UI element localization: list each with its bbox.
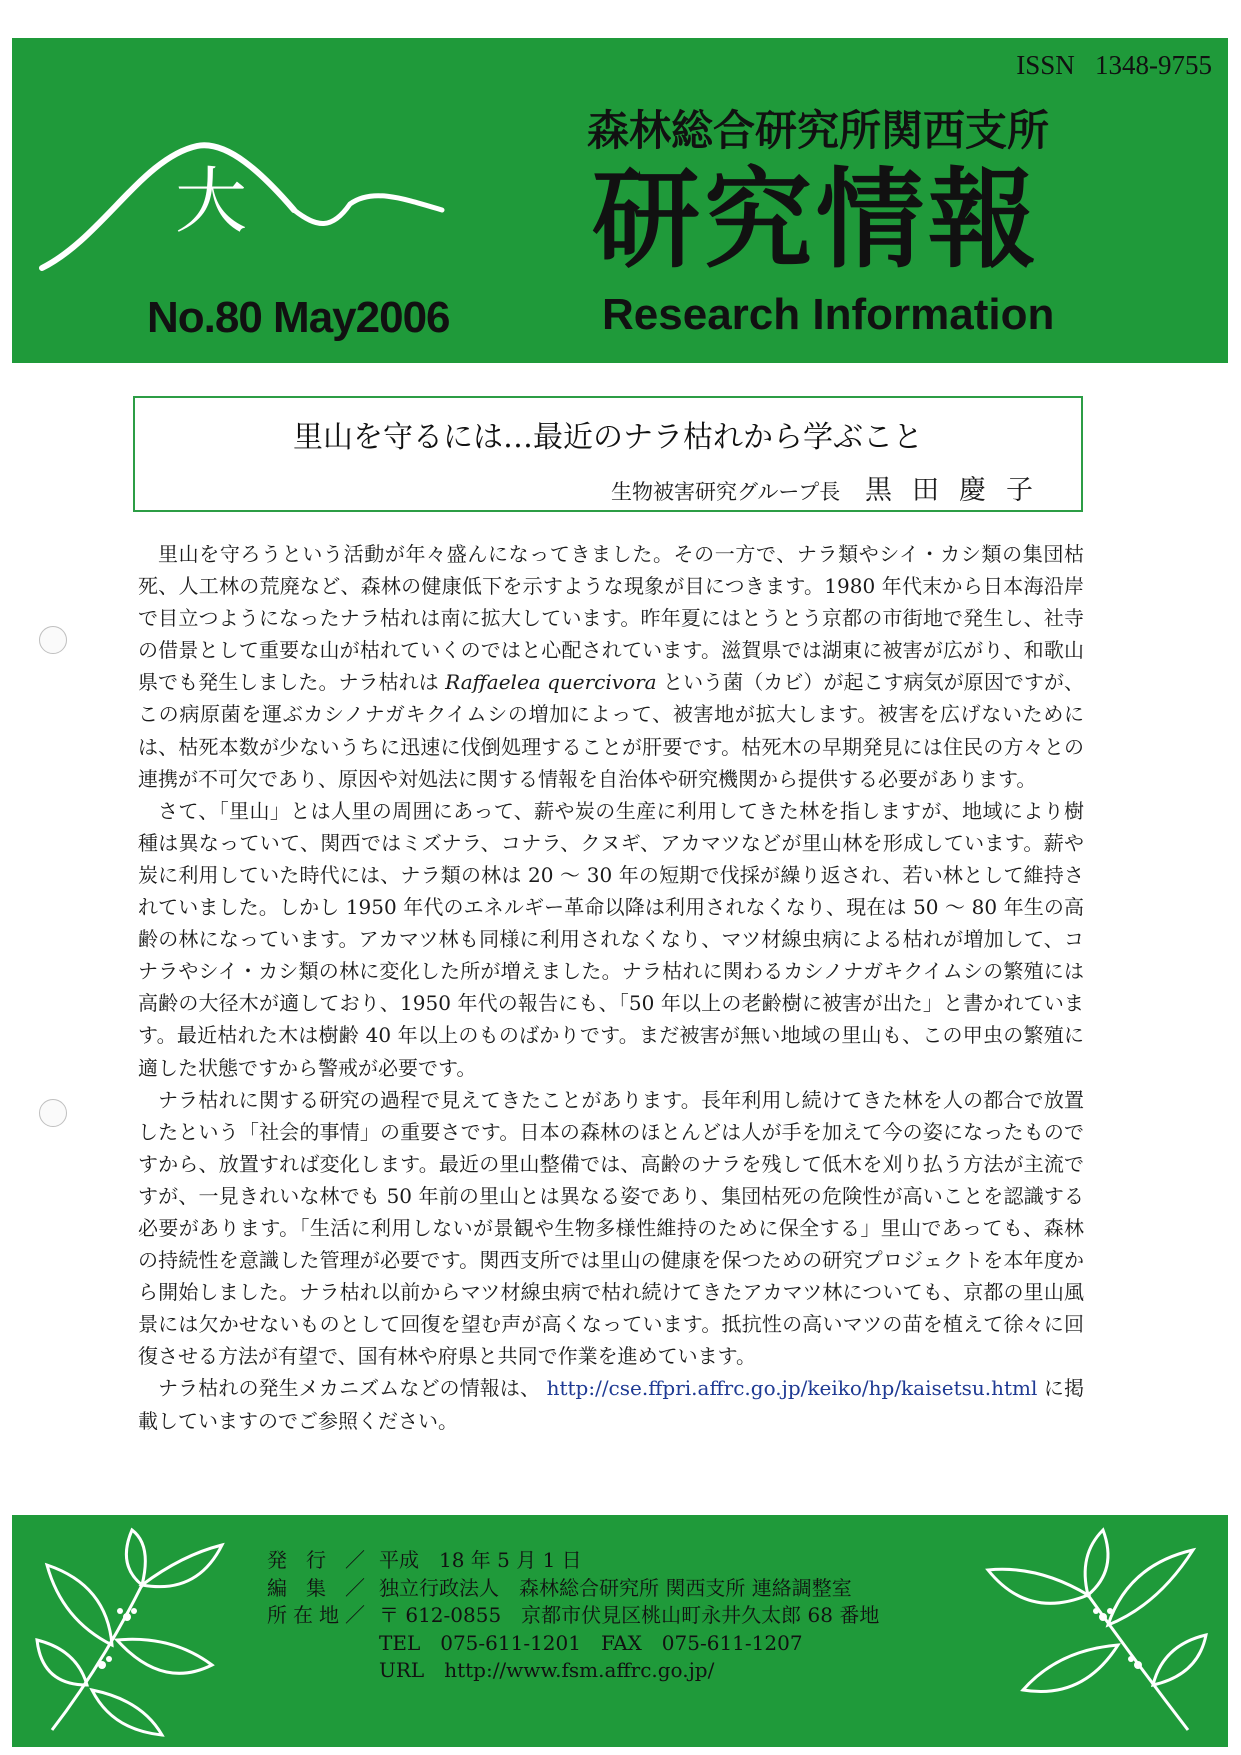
article-title-box <box>133 396 1083 512</box>
colophon-edited: 編集／独立行政法人 森林総合研究所 関西支所 連絡調整室 <box>267 1575 852 1600</box>
paragraph: ナラ枯れの発生メカニズムなどの情報は、 http://cse.ffpri.affrc.go.jp/keiko/hp/kaisetsu.html に掲載していますのでご参照ください。 <box>138 1376 1085 1433</box>
colophon-url: URL http://www.fsm.affrc.go.jp/ <box>379 1658 715 1682</box>
paragraph: 里山を守ろうという活動が年々盛んになってきました。その一方で、ナラ類やシイ・カシ類の集団枯死、人工林の荒廃など、森林の健康低下を示すような現象が目につきます。1980 年代末から日本海沿岸で目立つようになったナラ枯れは南に拡大しています。昨年夏にはとうとう京都の市街地で発生し、社寺の借景として重要な山が枯れていくのではと心配されています。滋賀県では湖東に被害が広がり、和歌山県でも発生しました。ナラ枯れは Raffaelea quercivora という菌（カビ）が起こす病気が原因ですが、この病原菌を運ぶカシノナガキクイムシの増加によって、被害地が拡大します。被害を広げないためには、枯死本数が少ないうちに迅速に伐倒処理することが肝要です。枯死木の早期発見には住民の方々との連携が不可欠であり、原因や対処法に関する情報を自治体や研究機関から提供する必要があります。 <box>138 542 1085 791</box>
article-title: 里山を守るには…最近のナラ枯れから学ぶこと <box>293 420 923 455</box>
paragraph: さて、「里山」とは人里の周囲にあって、薪や炭の生産に利用してきた林を指しますが、地域により樹種は異なっていて、関西ではミズナラ、コナラ、クヌギ、アカマツなどが里山林を形成しています。薪や炭に利用していた時代には、ナラ類の林は 20 ～ 30 年の短期で伐採が繰り返され、若い林として維持されていました。しかし 1950 年代のエネルギー革命以降は利用されなくなり、現在は 50 ～ 80 年生の高齢の林になっています。アカマツ林も同様に利用されなくなり、マツ材線虫病による枯れが増加して、コナラやシイ・カシ類の林に変化した所が増えました。ナラ枯れに関わるカシノナガキクイムシの繁殖には高齢の大径木が適しており、1950 年代の報告にも、「50 年以上の老齢樹に被害が出た」と書かれています。最近枯れた木は樹齢 40 年以上のものばかりです。まだ被害が無い地域の里山も、この甲虫の繁殖に適した状態ですから警戒が必要です。 <box>138 798 1084 1080</box>
leaf-illustration-icon <box>968 1525 1208 1740</box>
paragraph: ナラ枯れに関する研究の過程で見えてきたことがあります。長年利用し続けてきた林を人の都合で放置したという「社会的事情」の重要さです。日本の森林のほとんどは人が手を加えて今の姿になったものですから、放置すれば変化します。最近の里山整備では、高齢のナラを残して低木を刈り払う方法が主流ですが、一見きれいな林でも 50 年前の里山とは異なる姿であり、集団枯死の危険性が高いことを認識する必要があります。「生活に利用しないが景観や生物多様性維持のために保全する」里山であっても、森林の持続性を意識した管理が必要です。関西支所では里山の健康を保つための研究プロジェクトを本年度から開始しました。ナラ枯れ以前からマツ材線虫病で枯れ続けてきたアカマツ林についても、京都の里山風景には欠かせないものとして回復を望む声が高くなっています。抵抗性の高いマツの苗を植えて徐々に回復させる方法が有望で、国有林や府県と共同で作業を進めています。 <box>138 1087 1084 1369</box>
author-line <box>611 468 1053 507</box>
colophon-address: 所在地／ 〒 612-0855 京都市伏見区桃山町永井久太郎 68 番地 <box>267 1603 880 1627</box>
header-banner <box>12 38 1228 363</box>
colophon-issued: 発行／平成 18 年 5 月 1 日 <box>267 1548 582 1572</box>
footer-banner <box>12 1515 1228 1747</box>
colophon-tel-fax: TEL 075-611-1201 FAX 075-611-1207 <box>379 1630 803 1655</box>
institute-name: 森林総合研究所関西支所 <box>587 106 1050 155</box>
info-link[interactable]: http://cse.ffpri.affrc.go.jp/keiko/hp/kaisetsu.html <box>546 1376 1038 1401</box>
publication-subtitle: Research Information <box>602 290 1055 339</box>
author-role: 生物被害研究グループ長 <box>610 480 841 504</box>
colophon <box>267 1547 879 1685</box>
article-body <box>138 538 1084 1437</box>
logo-character: 大 <box>175 159 248 243</box>
mountain-logo-icon <box>32 118 472 283</box>
leaf-illustration-icon <box>32 1525 242 1740</box>
species-name: Raffaelea quercivora <box>445 670 657 695</box>
issue-number: No.80 May2006 <box>147 293 450 342</box>
publication-title: 研究情報 <box>592 158 1041 283</box>
binder-hole-icon <box>39 1099 67 1127</box>
issn: ISSN 1348-9755 <box>1016 50 1212 80</box>
binder-hole-icon <box>39 626 67 654</box>
author-name: 黒田慶子 <box>865 475 1053 506</box>
